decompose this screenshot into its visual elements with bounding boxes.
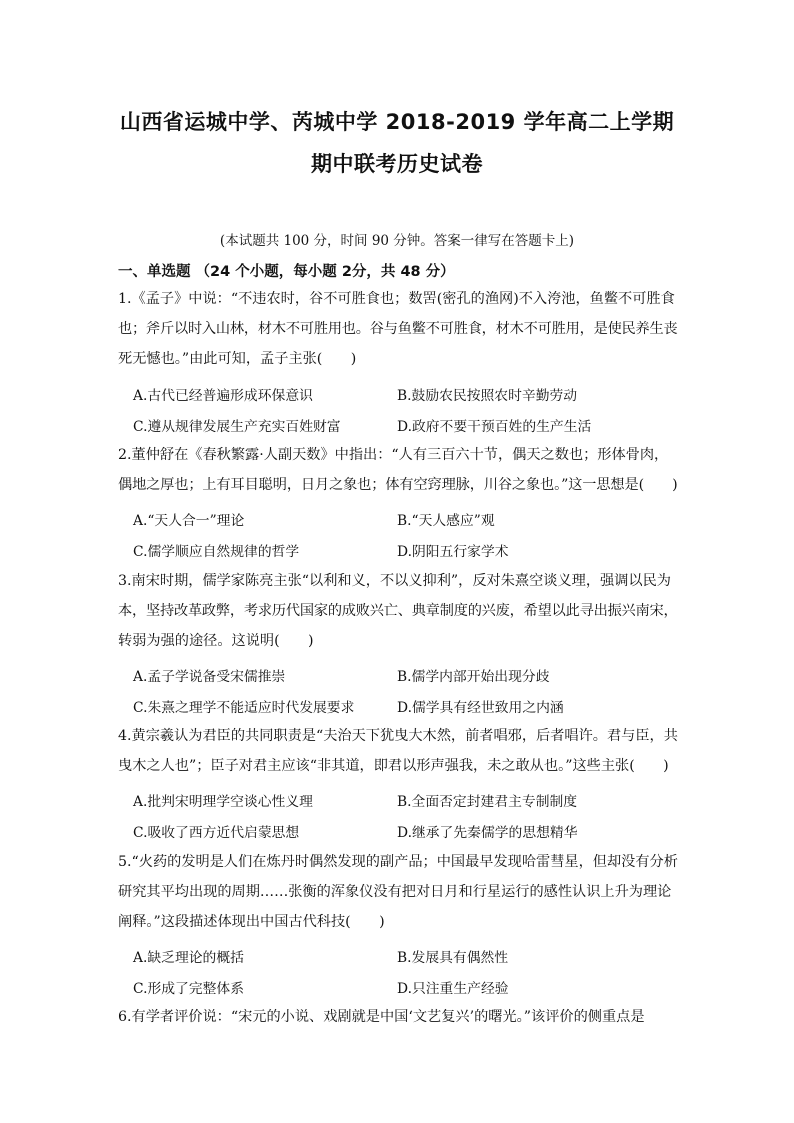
question-1-option-b: B.鼓励农民按照农时辛勤劳动: [397, 388, 578, 404]
question-line: 本，坚持改革政弊，考求历代国家的成败兴亡、典章制度的兴废，希望以此寻出振兴南宋，: [118, 603, 678, 619]
question-1-option-c: C.遵从规律发展生产充实百姓财富: [133, 419, 341, 435]
question-line: 研究其平均出现的周期……张衡的浑象仪没有把对日月和行星运行的感性认识上升为理论: [118, 884, 672, 900]
question-3-stem: [118, 566, 678, 656]
question-4-option-d: D.继承了先秦儒学的思想精华: [397, 825, 578, 841]
question-line: 6.有学者评价说：“宋元的小说、戏剧就是中国‘文艺复兴’的曙光。”该评价的侧重点是: [118, 1009, 645, 1025]
exam-title-line2: 期中联考历史试卷: [311, 152, 483, 176]
question-line: 也；斧斤以时入山林，材木不可胜用也。谷与鱼鳖不可胜食，材木不可胜用，是使民养生丧: [118, 321, 678, 337]
question-5-stem: [118, 847, 678, 937]
exam-title-line1: 山西省运城中学、芮城中学 2018-2019 学年高二上学期: [119, 110, 675, 134]
question-6-stem: [118, 1002, 678, 1032]
exam-instructions: (本试题共 100 分，时间 90 分钟。答案一律写在答题卡上): [219, 233, 575, 249]
question-line: 1.《孟子》中说：“不违农时，谷不可胜食也；数罟(密孔的渔网)不入洿池，鱼鳖不可胜食: [118, 291, 675, 307]
question-2-option-c: C.儒学顺应自然规律的哲学: [133, 544, 300, 560]
question-2-option-b: B.“天人感应”观: [397, 513, 495, 529]
question-line: 偶地之厚也；上有耳目聪明，日月之象也；体有空窍理脉，川谷之象也。”这一思想是( ): [118, 477, 678, 493]
question-line: 3.南宋时期，儒学家陈亮主张“以利和义，不以义抑利”，反对朱熹空谈义理，强调以民为: [118, 573, 671, 589]
question-1-stem: [118, 284, 678, 374]
question-line: 转弱为强的途径。这说明( ): [118, 633, 314, 649]
section-heading: 一、单选题 （24 个小题，每小题 2分，共 48 分）: [118, 264, 455, 280]
question-line: 2.董仲舒在《春秋繁露·人副天数》中指出：“人有三百六十节，偶天之数也；形体骨肉，: [118, 447, 669, 463]
question-5-option-a: A.缺乏理论的概括: [133, 950, 244, 966]
question-3-option-c: C.朱熹之理学不能适应时代发展要求: [133, 700, 355, 716]
question-3-option-a: A.孟子学说备受宋儒推崇: [133, 669, 286, 685]
question-2-option-a: A.“天人合一”理论: [133, 513, 245, 529]
question-line: 曳木之人也”；臣子对君主应该“非其道，即君以形声强我，未之敢从也。”这些主张( ): [118, 758, 669, 774]
question-5-option-b: B.发展具有偶然性: [397, 950, 509, 966]
question-3-option-b: B.儒学内部开始出现分歧: [397, 669, 550, 685]
question-line: 阐释。”这段描述体现出中国古代科技( ): [118, 914, 385, 930]
question-line: 4.黄宗羲认为君臣的共同职责是“夫治天下犹曳大木然，前者唱邪，后者唱许。君与臣，共: [118, 728, 678, 744]
question-4-stem: [118, 721, 678, 781]
question-3-option-d: D.儒学具有经世致用之内涵: [397, 700, 564, 716]
question-2-stem: [118, 440, 678, 500]
question-4-option-a: A.批判宋明理学空谈心性义理: [133, 794, 313, 810]
question-4-option-b: B.全面否定封建君主专制制度: [397, 794, 578, 810]
question-line: 死无憾也。”由此可知，孟子主张( ): [118, 351, 357, 367]
question-line: 5.“火药的发明是人们在炼丹时偶然发现的副产品；中国最早发现哈雷彗星，但却没有分析: [118, 854, 678, 870]
question-1-option-d: D.政府不要干预百姓的生产生活: [397, 419, 592, 435]
question-5-option-d: D.只注重生产经验: [397, 981, 509, 997]
question-1-option-a: A.古代已经普遍形成环保意识: [133, 388, 313, 404]
question-2-option-d: D.阴阳五行家学术: [397, 544, 509, 560]
question-5-option-c: C.形成了完整体系: [133, 981, 245, 997]
question-4-option-c: C.吸收了西方近代启蒙思想: [133, 825, 300, 841]
